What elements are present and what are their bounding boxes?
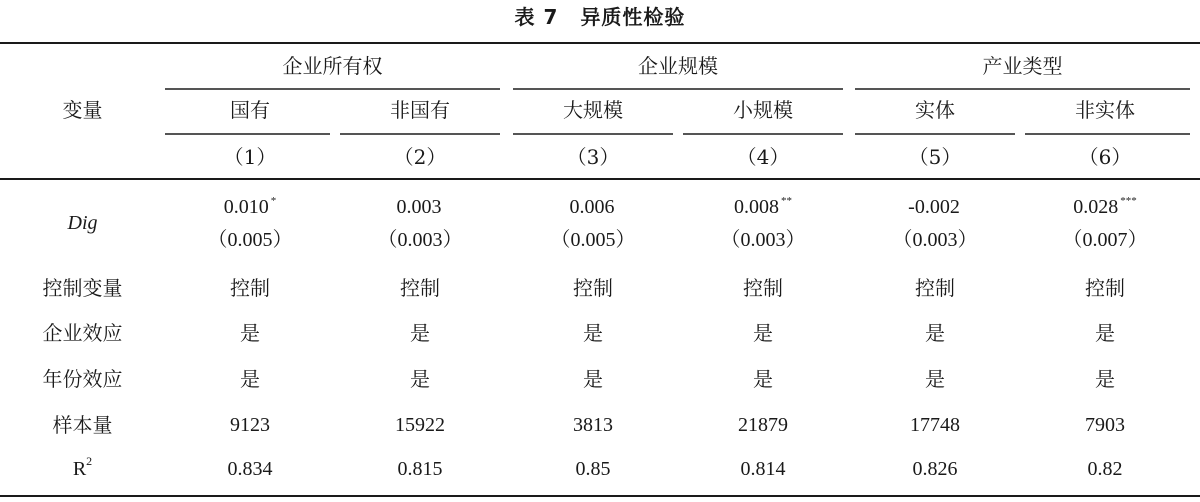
row-label-dig: Dig: [67, 212, 98, 234]
se-value: （0.005）: [550, 229, 636, 251]
table-cell: 是: [583, 321, 603, 345]
coef-value: 0.010: [223, 196, 269, 218]
table-title: [0, 2, 1200, 32]
table-cell: 是: [583, 367, 603, 391]
table-cell: 控制: [573, 276, 613, 300]
table-cell: 是: [410, 321, 430, 345]
header-variable: 变量: [62, 98, 103, 122]
table-number: 表 7: [514, 5, 559, 29]
table-cell: 是: [240, 367, 260, 391]
table-cell: 17748: [910, 414, 960, 436]
table-cell: 控制: [400, 276, 440, 300]
table-cell: 0.85: [575, 458, 611, 480]
subgroup-header-1: 国有: [230, 98, 270, 122]
r-squared-superscript: 2: [86, 454, 93, 468]
subgroup-header-3: 大规模: [563, 98, 623, 122]
coef-cell: [678, 194, 848, 220]
group-underline-industry: [855, 88, 1190, 90]
row-label-sample-size: 样本量: [52, 413, 113, 437]
coef-value: 0.008: [734, 196, 779, 218]
group-header-ownership: 企业所有权: [282, 54, 383, 78]
table-cell: 0.814: [740, 458, 786, 480]
coef-value: 0.003: [396, 196, 442, 218]
subgroup-underline-4: [683, 133, 843, 135]
significance-stars: *: [270, 195, 277, 207]
se-value: （0.003）: [892, 229, 978, 251]
significance-stars: ***: [1120, 195, 1137, 207]
coef-cell: [165, 194, 335, 220]
table-cell: 是: [925, 367, 945, 391]
table-cell: 是: [240, 321, 260, 345]
coef-value: 0.028: [1073, 196, 1119, 218]
table-cell: 是: [753, 367, 773, 391]
table-cell: 控制: [743, 276, 783, 300]
column-number-1: （1）: [223, 145, 277, 169]
table-cell: 7903: [1085, 414, 1125, 436]
column-number-6: （6）: [1078, 145, 1132, 169]
table-cell: 是: [410, 367, 430, 391]
table-cell: 是: [753, 321, 773, 345]
se-value: （0.007）: [1062, 229, 1148, 251]
group-header-industry: 产业类型: [982, 54, 1063, 78]
subgroup-header-5: 实体: [915, 98, 955, 122]
table-cell: 9123: [230, 414, 270, 436]
subgroup-header-2: 非国有: [390, 98, 450, 122]
bottom-rule: [0, 495, 1200, 497]
subgroup-underline-5: [855, 133, 1015, 135]
coef-value: 0.006: [569, 196, 615, 218]
coef-cell: [850, 194, 1020, 220]
column-number-5: （5）: [908, 145, 962, 169]
subgroup-header-6: 非实体: [1075, 98, 1135, 122]
table-cell: 3813: [573, 414, 613, 436]
table-cell: 0.826: [912, 458, 958, 480]
table-cell: 0.834: [227, 458, 273, 480]
subgroup-header-4: 小规模: [733, 98, 793, 122]
table-cell: 是: [1095, 367, 1115, 391]
subgroup-underline-1: [165, 133, 330, 135]
top-rule: [0, 42, 1200, 44]
significance-stars: **: [781, 195, 792, 207]
coef-cell: [508, 194, 678, 220]
se-value: （0.003）: [377, 229, 463, 251]
table-cell: 0.815: [397, 458, 443, 480]
table-cell: 是: [1095, 321, 1115, 345]
row-label-r-squared: [0, 456, 165, 482]
table-cell: 15922: [395, 414, 445, 436]
row-label-controls: 控制变量: [42, 276, 123, 300]
coef-cell: [1020, 194, 1190, 220]
r-squared-base: R: [72, 458, 87, 480]
table-cell: 21879: [738, 414, 788, 436]
row-label-year-effect: 年份效应: [42, 367, 123, 391]
coef-value: -0.002: [908, 196, 960, 218]
group-header-size: 企业规模: [638, 54, 718, 78]
coef-cell: [335, 194, 505, 220]
table-cell: 控制: [1085, 276, 1125, 300]
table-cell: 控制: [915, 276, 955, 300]
se-value: （0.005）: [207, 229, 293, 251]
table-title-text: 异质性检验: [580, 5, 686, 29]
column-number-2: （2）: [393, 145, 447, 169]
subgroup-underline-2: [340, 133, 500, 135]
group-underline-ownership: [165, 88, 500, 90]
table-cell: 是: [925, 321, 945, 345]
subgroup-underline-6: [1025, 133, 1190, 135]
table-cell: 0.82: [1087, 458, 1123, 480]
column-number-4: （4）: [736, 145, 790, 169]
table-cell: 控制: [230, 276, 270, 300]
group-underline-size: [513, 88, 843, 90]
header-rule: [0, 178, 1200, 180]
column-number-3: （3）: [566, 145, 620, 169]
subgroup-underline-3: [513, 133, 673, 135]
row-label-firm-effect: 企业效应: [42, 321, 123, 345]
se-value: （0.003）: [720, 229, 806, 251]
